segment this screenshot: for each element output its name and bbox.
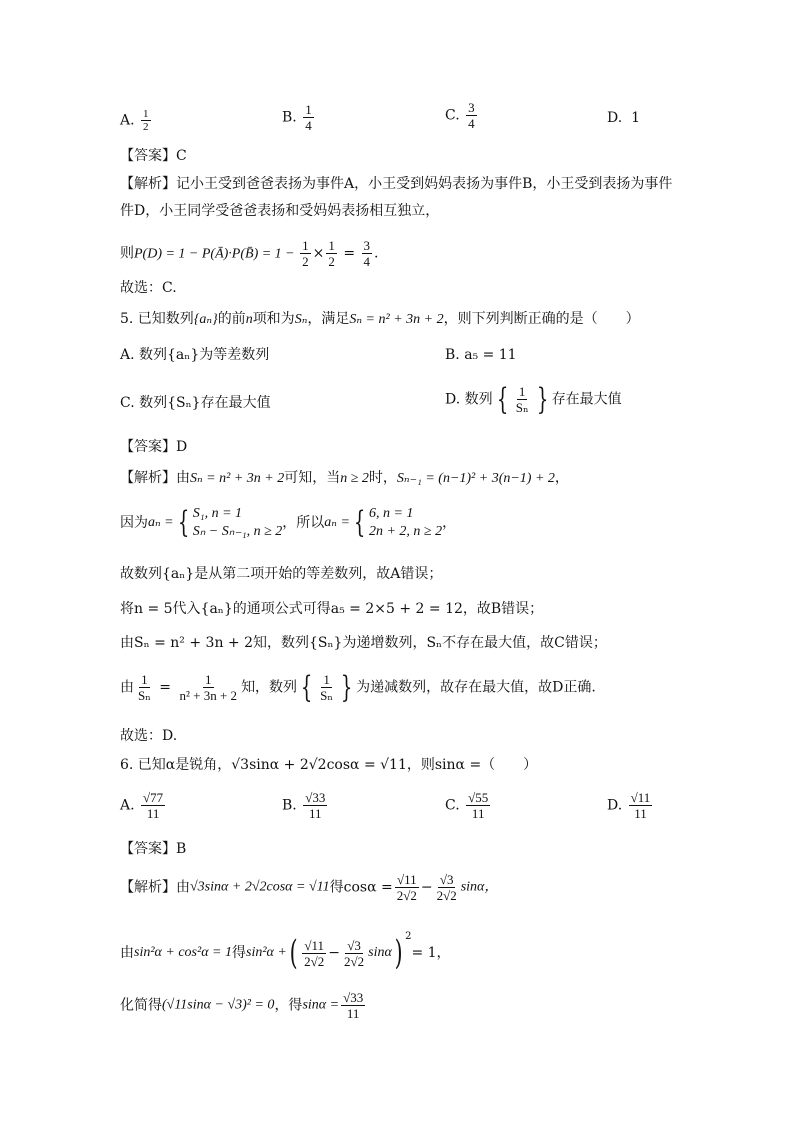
fraction <box>466 100 477 131</box>
q5-option-c: C. 数列{Sₙ}存在最大值 <box>120 395 271 411</box>
fraction <box>136 672 153 703</box>
denominator: 2 <box>302 254 309 269</box>
option-value: 1 <box>631 110 641 126</box>
fraction <box>514 384 531 415</box>
q5-analysis-line5: 由Sₙ = n² + 3n + 2知，数列{Sₙ}为递增数列，Sₙ不存在最大值，故C错误； <box>120 635 607 651</box>
denominator: 11 <box>309 806 322 821</box>
text: 的前 <box>217 311 246 327</box>
numerator: 1 <box>302 238 309 253</box>
fraction <box>435 872 459 903</box>
numerator: 3 <box>468 100 475 115</box>
q4-option-a <box>120 108 153 133</box>
formula: √3sinα + 2√2cosα = √11 <box>190 879 330 895</box>
case: 2n + 2, n ≥ 2 <box>368 524 443 539</box>
option-label: C. <box>445 107 460 124</box>
q5-analysis-line2 <box>120 505 456 545</box>
numerator: √3 <box>439 872 454 887</box>
formula: aₙ = <box>148 515 174 530</box>
fraction <box>326 238 337 269</box>
q6-option-a <box>120 790 167 821</box>
formula: Sₙ = n² + 3n + 2 <box>190 471 285 486</box>
formula: sin²α + <box>246 945 287 960</box>
text: 【解析】由 <box>120 470 190 486</box>
denominator: 2√2 <box>343 953 365 969</box>
fraction <box>341 990 365 1021</box>
brace-left: { <box>177 505 189 540</box>
numerator: √77 <box>143 790 164 805</box>
denominator: 11 <box>634 806 647 821</box>
q5-option-a: A. 数列{aₙ}为等差数列 <box>120 347 270 363</box>
fraction <box>141 790 165 821</box>
option-label: B. <box>282 797 297 814</box>
formula: Sₙ = n² + 3n + 2 <box>349 312 444 327</box>
formula: Sₙ <box>294 312 308 327</box>
denominator: 11 <box>471 806 485 821</box>
brace-right: } <box>340 669 353 705</box>
text: 知，数列 <box>241 679 298 696</box>
q5-stem <box>120 310 640 329</box>
denominator: 2√2 <box>396 888 417 903</box>
denominator: 4 <box>468 116 475 131</box>
numerator: √33 <box>305 790 326 805</box>
fraction <box>362 238 373 269</box>
fraction <box>342 938 366 969</box>
text: 由 <box>120 679 134 696</box>
q4-option-b <box>282 102 316 133</box>
q4-analysis-line3: 则P(D) = 1 − P(Ā)·P(B̄) = 1 − $\frac{1}{2}$ × $\frac{1}{2}$ = $\frac{3}{4}$ . <box>120 238 379 269</box>
option-label: D. <box>607 110 623 126</box>
text: ，得 <box>274 997 303 1014</box>
denominator: 2 <box>328 254 335 269</box>
text: − <box>420 879 433 896</box>
fraction <box>303 102 314 133</box>
text: ， <box>442 515 457 531</box>
q5-analysis-line1 <box>120 469 569 488</box>
fraction <box>141 108 151 133</box>
numerator: √11 <box>630 790 651 805</box>
text: 因为 <box>120 515 148 531</box>
denominator: 2√2 <box>436 888 457 903</box>
q6-analysis-line3 <box>120 990 367 1030</box>
numerator: 1 <box>205 672 212 687</box>
numerator: √33 <box>343 990 364 1005</box>
q5-analysis-line3: 故数列{aₙ}是从第二项开始的等差数列，故A错误； <box>120 566 443 582</box>
text: ，则下列判断正确的是（ ） <box>443 311 640 327</box>
denominator: 2 <box>143 121 149 133</box>
text: − <box>328 945 340 961</box>
formula: sin²α + cos²α = 1 <box>134 945 232 960</box>
q4-option-d <box>607 110 640 126</box>
brace-left: { <box>496 381 508 417</box>
text: 得cosα = <box>329 879 393 896</box>
q5-analysis-line6: 由 $\frac{1}{\text{Sₙ}}$ = $\frac{1}{\text{n² + 3n + 2}}$ 知，数列 { $\frac{1}{\text{Sₙ}}$ } 为递减数列，故存在最大值，故D正确. <box>120 669 596 705</box>
q4-answer: 【答案】C <box>120 148 187 164</box>
q6-option-c <box>445 790 492 821</box>
text: 【解析】由 <box>120 879 190 896</box>
q4-choose: 故选：C. <box>120 280 177 296</box>
formula: n <box>245 312 253 327</box>
case: 6, n = 1 <box>368 506 414 521</box>
q5-answer: 【答案】D <box>120 439 188 455</box>
exponent: 2 <box>405 931 412 942</box>
formula: P(D) = 1 − P(Ā)·P(B̄) = 1 − <box>134 246 299 262</box>
text: ， <box>554 470 569 486</box>
formula: Sₙ₋₁ = (n−1)² + 3(n−1) + 2 <box>396 471 555 486</box>
fraction <box>629 790 653 821</box>
numerator: √11 <box>304 937 324 953</box>
q6-option-d <box>607 790 654 821</box>
q6-analysis-line2 <box>120 928 451 972</box>
q5-choose: 故选：D. <box>120 728 178 744</box>
fraction <box>466 790 490 821</box>
fraction <box>318 672 335 703</box>
text: 得 <box>232 945 246 961</box>
q5-option-b: B. a₅ = 11 <box>445 347 517 363</box>
q6-analysis-line1 <box>120 872 498 912</box>
denominator: Sₙ <box>515 400 529 415</box>
denominator: 4 <box>305 118 312 133</box>
case: S₁, n = 1 <box>192 506 243 521</box>
case-system <box>369 505 442 541</box>
formula: aₙ = <box>324 515 350 530</box>
fraction <box>303 790 327 821</box>
option-label: A. <box>120 797 135 814</box>
formula: n ≥ 2 <box>340 471 369 486</box>
q6-option-b <box>282 790 329 821</box>
text: 则 <box>120 245 134 262</box>
brace-right: } <box>536 381 548 417</box>
denominator: 4 <box>363 254 371 269</box>
numerator: 1 <box>323 672 330 687</box>
text: 可知，当 <box>284 470 341 486</box>
text: 为递减数列，故存在最大值，故D正确. <box>356 679 596 696</box>
q5-option-d <box>445 381 622 424</box>
numerator: 1 <box>518 384 526 399</box>
text: 存在最大值 <box>551 391 622 408</box>
q5-analysis-line4: 将n = 5代入{aₙ}的通项公式可得a₅ = 2×5 + 2 = 12，故B错误； <box>120 601 544 617</box>
denominator: Sₙ <box>138 688 151 703</box>
option-label: B. <box>282 109 297 126</box>
text: 项和为 <box>252 311 295 327</box>
paren-right: ) <box>394 933 403 973</box>
case: Sₙ − Sₙ₋₁, n ≥ 2 <box>192 524 283 539</box>
option-label: C. <box>445 797 460 814</box>
text: 时， <box>368 470 397 486</box>
text: 由 <box>120 945 134 961</box>
fraction <box>302 938 326 969</box>
case-system <box>193 505 283 541</box>
fraction <box>300 238 311 269</box>
numerator: 1 <box>143 108 149 120</box>
text: ，所以 <box>282 515 325 531</box>
numerator: 1 <box>305 102 312 117</box>
paren-left: ( <box>289 933 298 973</box>
formula: {aₙ} <box>193 312 218 327</box>
denominator: 11 <box>346 1006 360 1021</box>
text: 化简得 <box>120 997 162 1014</box>
q4-analysis-line2: 件D，小王同学受爸爸表扬和受妈妈表扬相互独立， <box>120 203 440 219</box>
numerator: 1 <box>141 672 148 687</box>
q6-stem: 6. 已知α是锐角，√3sinα + 2√2cosα = √11，则sinα =（ ） <box>120 757 538 773</box>
option-label: D. <box>607 797 623 814</box>
numerator: √55 <box>468 790 489 805</box>
brace-left: { <box>353 505 366 540</box>
denominator: 2√2 <box>304 953 325 969</box>
text: = 1， <box>411 945 451 961</box>
fraction <box>395 872 419 903</box>
numerator: 1 <box>328 238 335 253</box>
numerator: √3 <box>347 937 361 953</box>
text: sinα， <box>460 879 499 895</box>
text: 5. 已知数列 <box>120 311 194 327</box>
denominator: Sₙ <box>320 688 334 703</box>
q6-answer: 【答案】B <box>120 841 187 857</box>
formula: sinα <box>368 945 392 960</box>
denominator: n² + 3n + 2 <box>179 688 238 703</box>
q4-analysis-line1: 【解析】记小王受到爸爸表扬为事件A，小王受到妈妈表扬为事件B，小王受到表扬为事件 <box>120 176 673 192</box>
text: D. 数列 <box>445 391 493 408</box>
fraction <box>178 672 240 703</box>
q4-option-c <box>445 100 479 131</box>
text: ，满足 <box>307 311 350 327</box>
formula: (√11sinα − √3)² = 0 <box>162 997 275 1013</box>
option-label: A. <box>120 112 135 129</box>
denominator: 11 <box>146 806 160 821</box>
numerator: √11 <box>396 872 417 887</box>
numerator: 3 <box>363 238 371 253</box>
brace-left: { <box>300 669 313 705</box>
formula: sinα = <box>302 997 340 1013</box>
